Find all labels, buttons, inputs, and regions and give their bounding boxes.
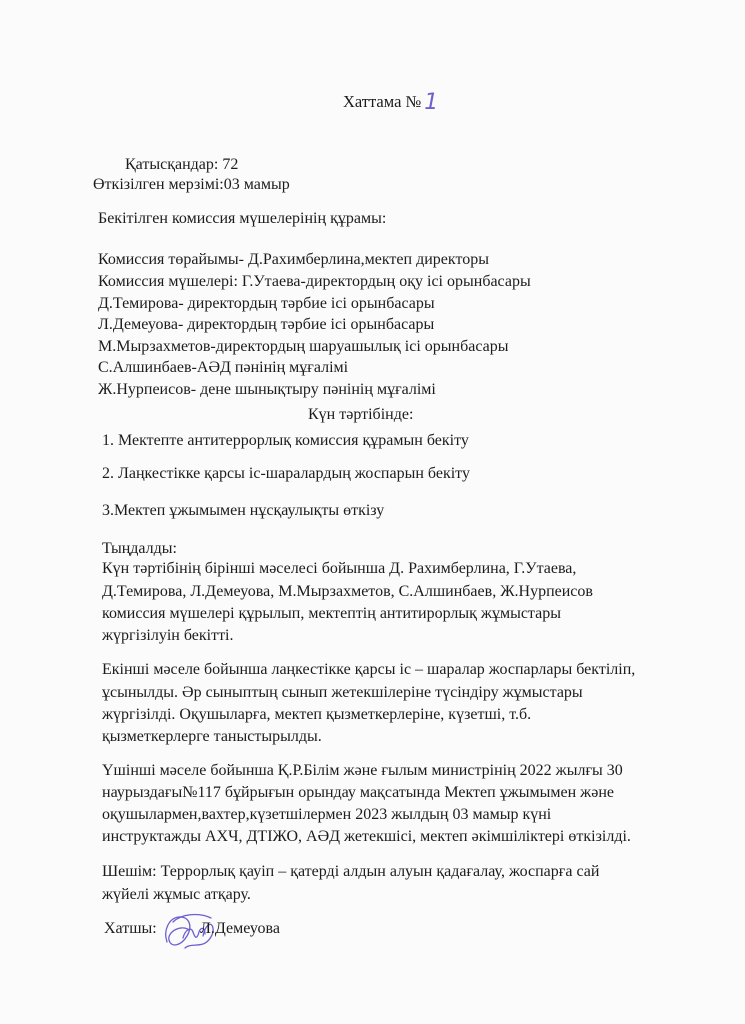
commission-member: М.Мырзахметов-директордың шаруашылық ісі орынбасары bbox=[98, 338, 509, 355]
paragraph-line: жүргізілуін бекітті. bbox=[102, 627, 234, 644]
paragraph-line: Д.Темирова, Л.Демеуова, М.Мырзахметов, С.Алшинбаев, Ж.Нурпеисов bbox=[102, 583, 593, 600]
agenda-item: 3.Мектеп ұжымымен нұсқаулықты өткізу bbox=[102, 502, 385, 519]
secretary-label: Хатшы: bbox=[104, 920, 157, 937]
paragraph-line: наурыздағы№117 бұйрығын орындау мақсатында Мектеп ұжымымен және bbox=[102, 784, 614, 801]
paragraph-line: комиссия мүшелері құрылып, мектептің антитирорлық жұмыстары bbox=[102, 605, 561, 622]
paragraph-line: жүргізілді. Оқушыларға, мектеп қызметкерлеріне, күзетші, т.б. bbox=[102, 706, 532, 723]
paragraph-line: Шешім: Террорлық қауіп – қатерді алдын алуын қадағалау, жоспарға сай bbox=[102, 863, 600, 880]
attendees-line: Қатысқандар: 72 bbox=[125, 156, 239, 173]
paragraph-line: Күн тәртібінің бірінші мәселесі бойынша Д. Рахимберлина, Г.Утаева, bbox=[102, 560, 577, 577]
paragraph-line: ұсынылды. Әр сыныптың сынып жетекшілеріне түсіндіру жұмыстары bbox=[102, 684, 583, 701]
commission-member: Д.Темирова- директордың тәрбие ісі орынбасары bbox=[98, 295, 435, 312]
date-line: Өткізілген мерзімі:03 мамыр bbox=[93, 176, 290, 193]
paragraph-line: қызметкерлерге таныстырылды. bbox=[102, 728, 322, 745]
secretary-name: Л.Демеуова bbox=[200, 920, 280, 937]
handwritten-protocol-number: 1 bbox=[424, 90, 439, 115]
title-text: Хаттама № bbox=[343, 92, 422, 111]
agenda-item: 2. Лаңкестікке қарсы іс-шаралардың жоспарын бекіту bbox=[102, 465, 470, 482]
commission-heading: Бекітілген комиссия мүшелерінің құрамы: bbox=[98, 210, 387, 227]
document-title bbox=[343, 90, 439, 115]
commission-member: С.Алшинбаев-АӘД пәнінің мұғалімі bbox=[98, 359, 349, 376]
paragraph-line: Екінші мәселе бойынша лаңкестікке қарсы іс – шаралар жоспарлары бектіліп, bbox=[102, 661, 636, 678]
paragraph-line: жүйелі жұмыс атқару. bbox=[102, 886, 251, 903]
paragraph-line: оқушылармен,вахтер,күзетшілермен 2023 жылдың 03 мамыр күні bbox=[102, 806, 552, 823]
agenda-item: 1. Мектепте антитеррорлық комиссия құрамын бекіту bbox=[102, 432, 469, 449]
commission-member: Л.Демеуова- директордың тәрбие ісі орынбасары bbox=[98, 316, 435, 333]
commission-member: Ж.Нурпеисов- дене шынықтыру пәнінің мұғалімі bbox=[98, 381, 436, 398]
agenda-heading: Күн тәртібінде: bbox=[308, 406, 414, 423]
paragraph-line: Үшінші мәселе бойынша Қ.Р.Білім және ғылым министрінің 2022 жылғы 30 bbox=[102, 762, 623, 779]
listened-heading: Тыңдалды: bbox=[102, 540, 177, 557]
commission-member: Комиссия мүшелері: Г.Утаева-директордың оқу ісі орынбасары bbox=[98, 273, 531, 290]
commission-member: Комиссия төрайымы- Д.Рахимберлина,мектеп директоры bbox=[98, 251, 489, 268]
paragraph-line: инструктажды АХЧ, ДТІЖО, АӘД жетекшісі, мектеп әкімшіліктері өткізілді. bbox=[102, 828, 631, 845]
